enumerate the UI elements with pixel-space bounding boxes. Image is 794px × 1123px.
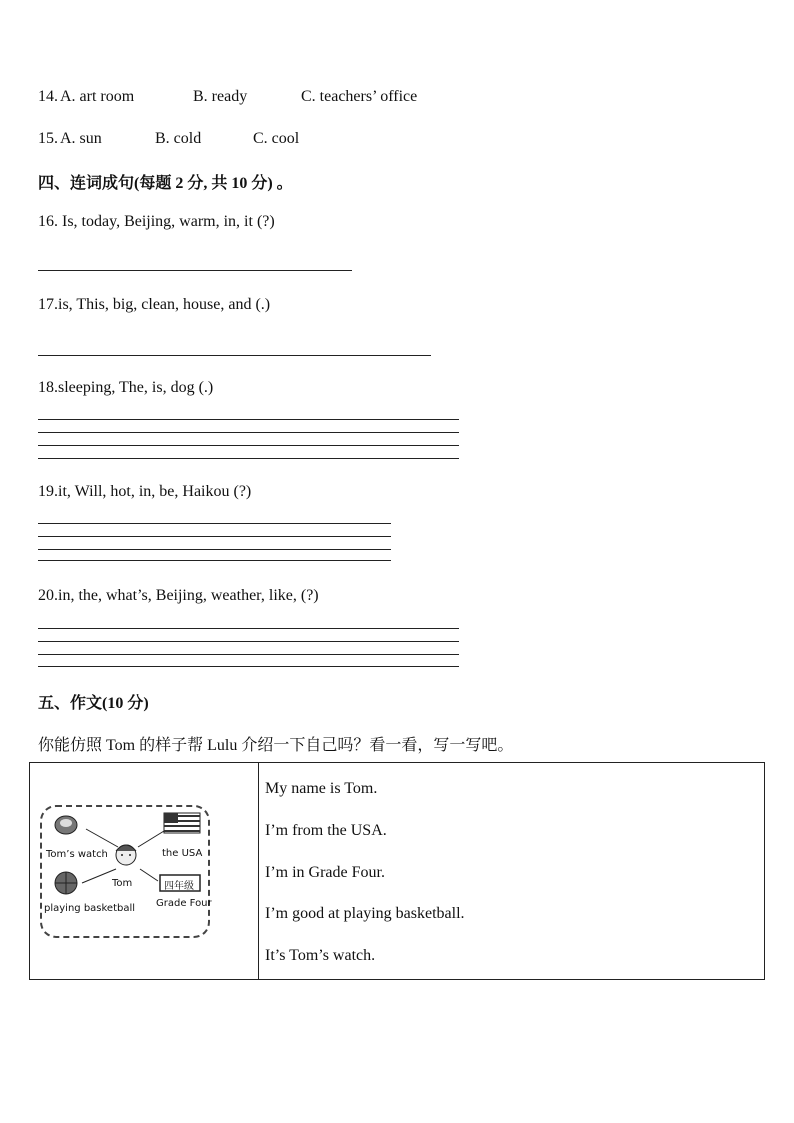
model-sentence: I’m in Grade Four.: [265, 864, 385, 881]
connector-line: [86, 829, 118, 847]
q15-option-c: C. cool: [253, 130, 300, 147]
answer-line[interactable]: [38, 536, 391, 537]
q15-option-b: B. cold: [155, 130, 202, 147]
connector-line: [82, 869, 116, 883]
diagram-graphics: [42, 807, 208, 936]
table-divider: [258, 763, 259, 979]
tom-info-diagram: [40, 805, 210, 938]
answer-line[interactable]: [38, 641, 459, 642]
composition-table: [29, 762, 765, 980]
basketball-label: playing basketball: [44, 903, 136, 914]
model-sentence: I’m good at playing basketball.: [265, 905, 465, 922]
connector-line: [140, 869, 158, 881]
q14-option-c: C. teachers’ office: [301, 88, 418, 105]
section-5-heading: 五、作文(10 分): [38, 695, 149, 712]
watch-label: Tom’s watch: [46, 849, 108, 860]
connector-line: [138, 831, 164, 847]
q14-option-a: A. art room: [60, 88, 135, 105]
watch-icon: [55, 816, 77, 834]
question-18: 18.sleeping, The, is, dog (.): [38, 379, 214, 396]
tom-boy-icon: [116, 845, 136, 865]
answer-line-17[interactable]: [38, 355, 431, 356]
answer-line[interactable]: [38, 523, 391, 524]
answer-line[interactable]: [38, 654, 459, 655]
answer-line[interactable]: [38, 432, 459, 433]
section-4-heading: 四、连词成句(每题 2 分, 共 10 分) 。: [38, 175, 293, 192]
answer-line[interactable]: [38, 419, 459, 420]
section-5-instruction: 你能仿照 Tom 的样子帮 Lulu 介绍一下自己吗？看一看，写一写吧。: [38, 737, 514, 754]
model-sentence: My name is Tom.: [265, 780, 378, 797]
question-19: 19.it, Will, hot, in, be, Haikou (?): [38, 483, 252, 500]
grade-box-text: 四年级: [164, 881, 194, 892]
q15-number: 15.: [38, 130, 58, 147]
answer-line[interactable]: [38, 628, 459, 629]
question-16: 16. Is, today, Beijing, warm, in, it (?): [38, 213, 275, 230]
answer-line[interactable]: [38, 458, 459, 459]
answer-line[interactable]: [38, 549, 391, 550]
name-label: Tom: [112, 878, 133, 889]
model-sentence: It’s Tom’s watch.: [265, 947, 376, 964]
q14-option-b: B. ready: [193, 88, 248, 105]
model-sentence: I’m from the USA.: [265, 822, 387, 839]
question-20: 20.in, the, what’s, Beijing, weather, like, (?): [38, 587, 319, 604]
answer-line[interactable]: [38, 666, 459, 667]
country-label: the USA: [162, 848, 203, 859]
answer-line[interactable]: [38, 445, 459, 446]
q14-number: 14.: [38, 88, 58, 105]
answer-line-16[interactable]: [38, 270, 352, 271]
basketball-icon: [55, 872, 77, 894]
q15-option-a: A. sun: [60, 130, 102, 147]
answer-line[interactable]: [38, 560, 391, 561]
usa-flag-icon: [164, 813, 200, 833]
question-17: 17.is, This, big, clean, house, and (.): [38, 296, 271, 313]
grade-label: Grade Four: [156, 898, 212, 909]
